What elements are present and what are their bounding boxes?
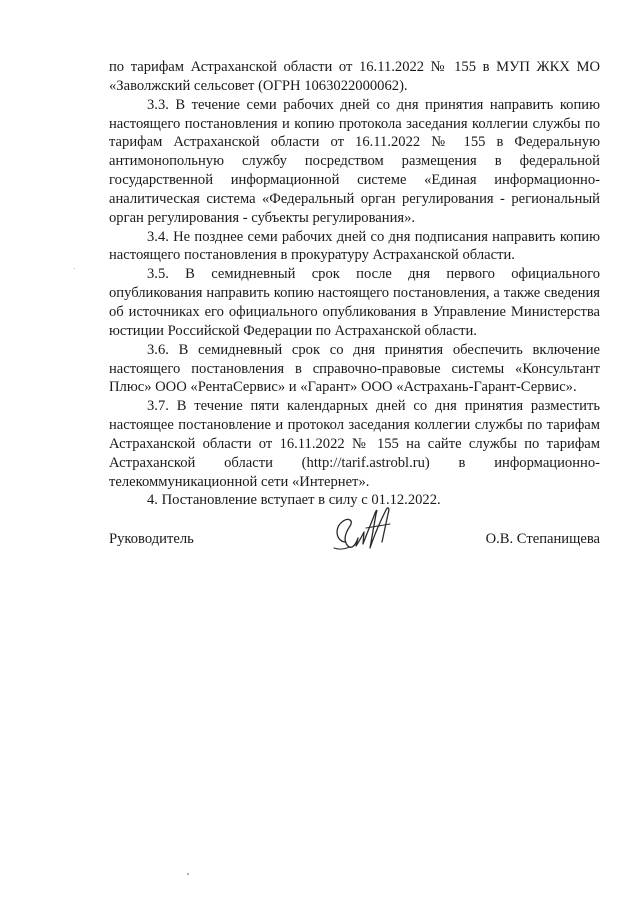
scan-speck — [74, 268, 75, 269]
handwritten-signature — [330, 502, 398, 560]
paragraph-3-3: 3.3. В течение семи рабочих дней со дня принятия направить копию настоящего постановления и копию протокола заседания коллегии службы по тарифам Астраханской области от 16.11.2022 № 155 в Федеральную антимонопольную службу посредством размещения в федеральной государственной информационной системе «Единая информационно-аналитическая система «Федеральный орган регулирования - региональный орган регулирования - субъекты регулирования». — [109, 96, 600, 226]
paragraph-3-4: 3.4. Не позднее семи рабочих дней со дня подписания направить копию настоящего постановления в прокуратуру Астраханской области. — [109, 228, 600, 264]
paragraph-3-7: 3.7. В течение пяти календарных дней со дня принятия разместить настоящее постановление и протокол заседания коллегии службы по тарифам Астраханской области от 16.11.2022 № 155 на сайте службы по тарифам Астраханской области (http://tarif.astrobl.ru) в информационно-телекоммуникационной сети «Интернет». — [109, 398, 600, 490]
paragraph-4: 4. Постановление вступает в силу с 01.12.2022. — [147, 492, 441, 509]
signatory-role: Руководитель — [109, 531, 194, 547]
document-body — [109, 58, 600, 510]
paragraph-3-6: 3.6. В семидневный срок со дня принятия обеспечить включение настоящего постановления в справочно-правовые системы «Консультант Плюс» ООО «РентаСервис» и «Гарант» ООО «Астрахань-Гарант-Сервис». — [109, 341, 600, 396]
signatory-name: О.В. Степанищева — [485, 531, 600, 547]
paragraph-continuation: по тарифам Астраханской области от 16.11.2022 № 155 в МУП ЖКХ МО «Заволжский сельсовет (ОГРН 1063022000062). — [109, 59, 600, 94]
paragraph-3-5: 3.5. В семидневный срок после дня первого официального опубликования направить копию настоящего постановления, а также сведения об источниках его официального опубликования в Управление Министерства юстиции Российской Федерации по Астраханской области. — [109, 266, 600, 339]
scan-speck — [187, 873, 189, 875]
